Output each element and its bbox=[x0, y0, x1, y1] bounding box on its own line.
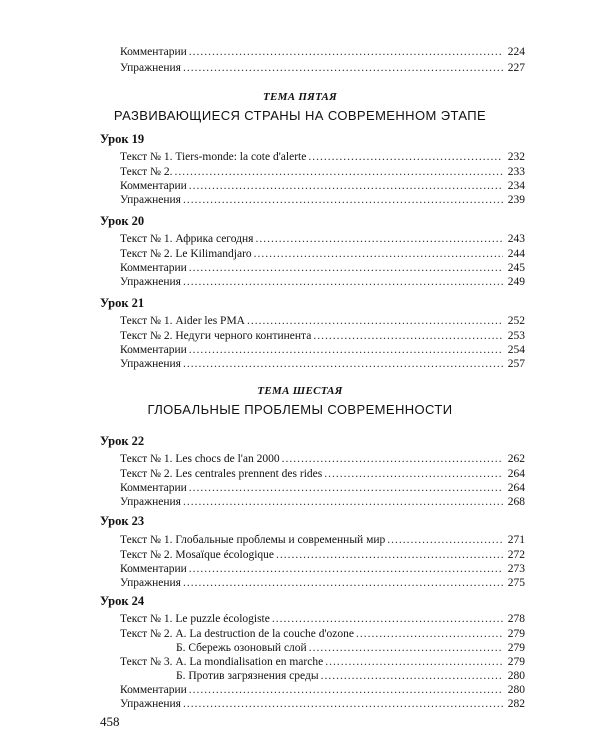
entry-page: 253 bbox=[507, 330, 525, 342]
leader-dots bbox=[254, 248, 503, 261]
leader-dots bbox=[387, 534, 503, 547]
entry-page: 279 bbox=[507, 628, 525, 640]
entry-page: 282 bbox=[507, 698, 525, 710]
entry-title: Комментарии bbox=[120, 684, 187, 696]
toc-entry bbox=[120, 180, 525, 193]
toc-subentry bbox=[120, 670, 525, 683]
entry-title: Комментарии bbox=[120, 344, 187, 356]
entry-page: 280 bbox=[507, 670, 525, 682]
entry-page: 234 bbox=[507, 180, 525, 192]
entry-title: Упражнения bbox=[120, 496, 181, 508]
entry-page: 254 bbox=[507, 344, 525, 356]
toc-entry bbox=[120, 151, 525, 164]
leader-dots bbox=[308, 151, 503, 164]
entry-title: Комментарии bbox=[120, 482, 187, 494]
entry-page: 244 bbox=[507, 248, 525, 260]
toc-entry bbox=[120, 330, 525, 343]
entry-title: Текст № 1. Le puzzle écologiste bbox=[120, 613, 270, 625]
entry-title: Текст № 1. Les chocs de l'an 2000 bbox=[120, 453, 280, 465]
entry-title: Текст № 3. А. La mondialisation en marche bbox=[120, 656, 324, 668]
toc-entry bbox=[120, 496, 525, 509]
leader-dots bbox=[309, 642, 503, 655]
toc-entry bbox=[120, 698, 525, 711]
toc-entry bbox=[120, 358, 525, 371]
entry-page: 257 bbox=[507, 358, 525, 370]
entry-page: 232 bbox=[507, 151, 525, 163]
leader-dots bbox=[282, 453, 503, 466]
entry-title: Текст № 2. bbox=[120, 166, 173, 178]
toc-entry bbox=[120, 62, 525, 75]
toc-entry bbox=[120, 656, 525, 669]
theme-label: ТЕМА ШЕСТАЯ bbox=[257, 385, 343, 397]
entry-title: Текст № 2. Mosaïque écologique bbox=[120, 549, 275, 561]
lesson-heading: Урок 24 bbox=[100, 594, 145, 608]
toc-entry bbox=[120, 534, 525, 547]
entry-page: 278 bbox=[507, 613, 525, 625]
leader-dots bbox=[189, 482, 503, 495]
entry-page: 252 bbox=[507, 315, 525, 327]
leader-dots bbox=[183, 62, 503, 75]
lesson-heading: Урок 19 bbox=[100, 132, 145, 146]
leader-dots bbox=[183, 276, 503, 289]
toc-entry bbox=[120, 166, 525, 179]
entry-page: 264 bbox=[507, 468, 525, 480]
toc-entry bbox=[120, 628, 525, 641]
toc-subentry bbox=[120, 642, 525, 655]
entry-page: 245 bbox=[507, 262, 525, 274]
entry-page: 227 bbox=[507, 62, 525, 74]
entry-title: Текст № 2. Le Kilimandjaro bbox=[120, 248, 252, 260]
theme-title: ГЛОБАЛЬНЫЕ ПРОБЛЕМЫ СОВРЕМЕННОСТИ bbox=[147, 402, 453, 417]
entry-title: Текст № 1. Глобальные проблемы и современный мир bbox=[120, 534, 386, 546]
entry-title: Комментарии bbox=[120, 563, 187, 575]
toc-entry bbox=[120, 46, 525, 59]
toc-entry bbox=[120, 563, 525, 576]
entry-title: Текст № 2. Недуги черного континента bbox=[120, 330, 312, 342]
entry-title: Текст № 1. Африка сегодня bbox=[120, 233, 254, 245]
toc-entry bbox=[120, 248, 525, 261]
entry-page: 279 bbox=[507, 642, 525, 654]
toc-entry bbox=[120, 684, 525, 697]
leader-dots bbox=[189, 46, 503, 59]
entry-title: Текст № 2. Les centrales prennent des rides bbox=[120, 468, 323, 480]
entry-page: 275 bbox=[507, 577, 525, 589]
entry-title: Комментарии bbox=[120, 262, 187, 274]
leader-dots bbox=[324, 468, 503, 481]
entry-title: Б. Против загрязнения среды bbox=[176, 670, 319, 682]
entry-title: Упражнения bbox=[120, 276, 181, 288]
entry-title: Б. Сбережь озоновый слой bbox=[176, 642, 307, 654]
entry-page: 243 bbox=[507, 233, 525, 245]
leader-dots bbox=[189, 684, 503, 697]
theme-title: РАЗВИВАЮЩИЕСЯ СТРАНЫ НА СОВРЕМЕННОМ ЭТАПЕ bbox=[113, 108, 487, 123]
entry-title: Упражнения bbox=[120, 194, 181, 206]
page-number: 458 bbox=[100, 714, 120, 729]
entry-title: Комментарии bbox=[120, 180, 187, 192]
toc-entry bbox=[120, 613, 525, 626]
toc-entry bbox=[120, 276, 525, 289]
entry-title: Упражнения bbox=[120, 62, 181, 74]
entry-page: 271 bbox=[507, 534, 525, 546]
leader-dots bbox=[189, 180, 503, 193]
toc-entry bbox=[120, 194, 525, 207]
leader-dots bbox=[183, 358, 503, 371]
lesson-heading: Урок 23 bbox=[100, 514, 145, 528]
lesson-heading: Урок 21 bbox=[100, 296, 145, 310]
entry-title: Упражнения bbox=[120, 577, 181, 589]
toc-entry bbox=[120, 482, 525, 495]
leader-dots bbox=[325, 656, 503, 669]
entry-title: Упражнения bbox=[120, 698, 181, 710]
leader-dots bbox=[174, 166, 503, 179]
theme-label: ТЕМА ПЯТАЯ bbox=[262, 91, 337, 103]
lesson-heading: Урок 22 bbox=[100, 434, 145, 448]
entry-page: 239 bbox=[507, 194, 525, 206]
entry-page: 233 bbox=[507, 166, 525, 178]
entry-page: 280 bbox=[507, 684, 525, 696]
toc-entry bbox=[120, 468, 525, 481]
entry-page: 249 bbox=[507, 276, 525, 288]
entry-title: Текст № 1. Aider les PMA bbox=[120, 315, 245, 327]
toc-entry bbox=[120, 344, 525, 357]
leader-dots bbox=[189, 262, 503, 275]
leader-dots bbox=[321, 670, 503, 683]
entry-page: 273 bbox=[507, 563, 525, 575]
entry-title: Текст № 1. Tiers-monde: la cote d'alerte bbox=[120, 151, 307, 163]
toc-entry bbox=[120, 549, 525, 562]
toc-entry bbox=[120, 577, 525, 590]
entry-page: 279 bbox=[507, 656, 525, 668]
leader-dots bbox=[189, 344, 503, 357]
leader-dots bbox=[183, 194, 503, 207]
entry-page: 262 bbox=[507, 453, 525, 465]
leader-dots bbox=[183, 698, 503, 711]
lesson-heading: Урок 20 bbox=[100, 214, 145, 228]
leader-dots bbox=[313, 330, 503, 343]
leader-dots bbox=[183, 577, 503, 590]
leader-dots bbox=[183, 496, 503, 509]
entry-page: 264 bbox=[507, 482, 525, 494]
entry-page: 268 bbox=[507, 496, 525, 508]
entry-page: 224 bbox=[507, 46, 525, 58]
toc-entry bbox=[120, 315, 525, 328]
entry-title: Комментарии bbox=[120, 46, 187, 58]
entry-title: Упражнения bbox=[120, 358, 181, 370]
leader-dots bbox=[276, 549, 503, 562]
toc-entry bbox=[120, 453, 525, 466]
leader-dots bbox=[272, 613, 503, 626]
leader-dots bbox=[247, 315, 503, 328]
toc-entry bbox=[120, 262, 525, 275]
toc-entry bbox=[120, 233, 525, 246]
entry-title: Текст № 2. А. La destruction de la couche d'ozone bbox=[120, 628, 354, 640]
leader-dots bbox=[189, 563, 503, 576]
leader-dots bbox=[356, 628, 503, 641]
leader-dots bbox=[255, 233, 503, 246]
entry-page: 272 bbox=[507, 549, 525, 561]
